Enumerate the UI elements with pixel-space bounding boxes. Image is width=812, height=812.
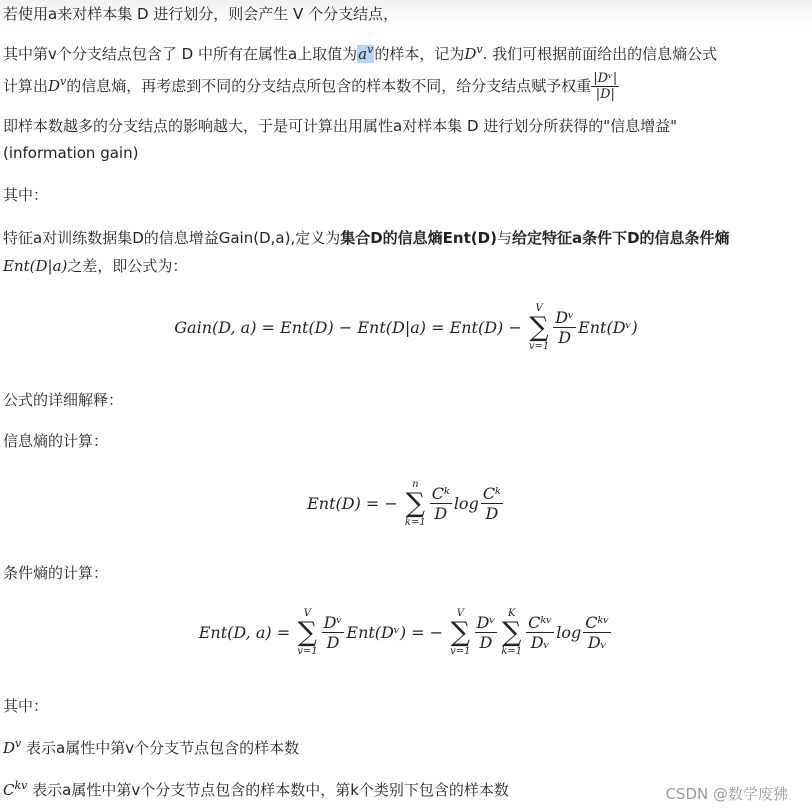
text: 与: [496, 229, 512, 247]
fraction: $\frac{\text{Cᵏ}}{D}$: [431, 484, 450, 523]
fraction: $\frac{\text{Cᵏ}}{D}$: [482, 484, 501, 523]
sum-symbol: n ∑ k=1: [404, 479, 426, 528]
math-d-v: $D^v$: [3, 737, 22, 757]
bold-text: 集合D的信息熵Ent(D): [340, 229, 497, 247]
fraction: $\frac{\text{Dᵛ}}{D}$: [323, 613, 343, 652]
label-qizhong-2: 其中：: [3, 697, 49, 715]
text: . 我们可根据前面给出的信息熵公式: [482, 45, 718, 63]
paragraph-gain-intro-2: (information gain): [3, 144, 139, 162]
paragraph-branch-weight: [3, 70, 619, 102]
paragraph-gain-definition: [3, 228, 730, 248]
sum-symbol: V ∑ v=1: [450, 608, 471, 657]
sum-symbol: K ∑ k=1: [501, 608, 523, 657]
text: 表示a属性中第v个分支节点包含的样本数: [21, 739, 300, 757]
definition-dv: [3, 738, 299, 758]
label-qizhong: 其中：: [3, 186, 49, 204]
fraction: $\frac{\text{Dᵛ}}{D}$: [555, 308, 575, 347]
text: 计算出: [3, 77, 49, 95]
text: 的信息熵，再考虑到不同的分支结点所包含的样本数不同，给分支结点赋予权重: [66, 77, 592, 95]
weight-fraction: $\frac{\text{|Dᵛ|}}{|D|}$: [593, 71, 618, 102]
math-a-v: $a^v$: [358, 43, 374, 63]
fraction: $\frac{\text{Dᵛ}}{D}$: [476, 613, 496, 652]
math-ent-d-a: Ent(D|a): [3, 257, 68, 275]
formula-conditional-entropy: Ent(D, a) = V ∑ v=1 $\frac{\text{Dᵛ}}{D}$ Ent(Dᵛ) = − V ∑ v=1 $\frac{\text{Dᵛ}}{D}$ K ∑ k=1 $\frac{\text{Cᵏᵛ}}{\text{Dᵥ}}$ log $\frac{\text{Cᵏᵛ}}{\text{Dᵥ}}$: [198, 608, 610, 657]
fraction: $\frac{\text{Cᵏᵛ}}{\text{Dᵥ}}$: [585, 613, 610, 652]
text: 其中第v个分支结点包含了 D 中所有在属性a上取值为: [3, 45, 358, 63]
math-d-v: $D^v$: [464, 43, 483, 63]
math-d-v: $D^v$: [48, 75, 67, 95]
csdn-watermark: CSDN @数学废狒: [665, 785, 788, 803]
text: 表示a属性中第v个分支节点包含的样本数中，第k个类别下包含的样本数: [27, 781, 509, 799]
formula-information-gain: Gain(D, a) = Ent(D) − Ent(D|a) = Ent(D) − V ∑ v=1 $\frac{\text{Dᵛ}}{D}$ Ent(Dᵛ): [174, 303, 638, 352]
sum-symbol: V ∑ v=1: [528, 303, 550, 352]
label-entropy: 信息熵的计算：: [3, 432, 109, 450]
formula-entropy: Ent(D) = − n ∑ k=1 $\frac{\text{Cᵏ}}{D}$ log $\frac{\text{Cᵏ}}{D}$: [307, 479, 501, 528]
math-c-kv: $C^{kv}$: [3, 779, 28, 799]
paragraph-gain-intro: 即样本数越多的分支结点的影响越大，于是可计算出用属性a对样本集 D 进行划分所获得的"信息增益": [3, 117, 678, 135]
text: 特征a对训练数据集D的信息增益Gain(D,a),定义为: [3, 229, 341, 247]
label-explain: 公式的详细解释：: [3, 391, 124, 409]
label-conditional-entropy: 条件熵的计算：: [3, 564, 109, 582]
paragraph-branch-definition: [3, 44, 717, 64]
paragraph-intro: 若使用a来对样本集 D 进行划分，则会产生 V 个分支结点，: [3, 5, 399, 23]
fraction: $\frac{\text{Cᵏᵛ}}{\text{Dᵥ}}$: [528, 613, 553, 652]
sum-symbol: V ∑ v=1: [297, 608, 318, 657]
paragraph-gain-definition-2: [3, 256, 187, 276]
text: 之差，即公式为：: [67, 257, 188, 275]
text: 的样本，记为: [374, 45, 465, 63]
definition-ckv: [3, 780, 509, 800]
bold-text: 给定特征a条件下D的信息条件熵: [511, 229, 730, 247]
